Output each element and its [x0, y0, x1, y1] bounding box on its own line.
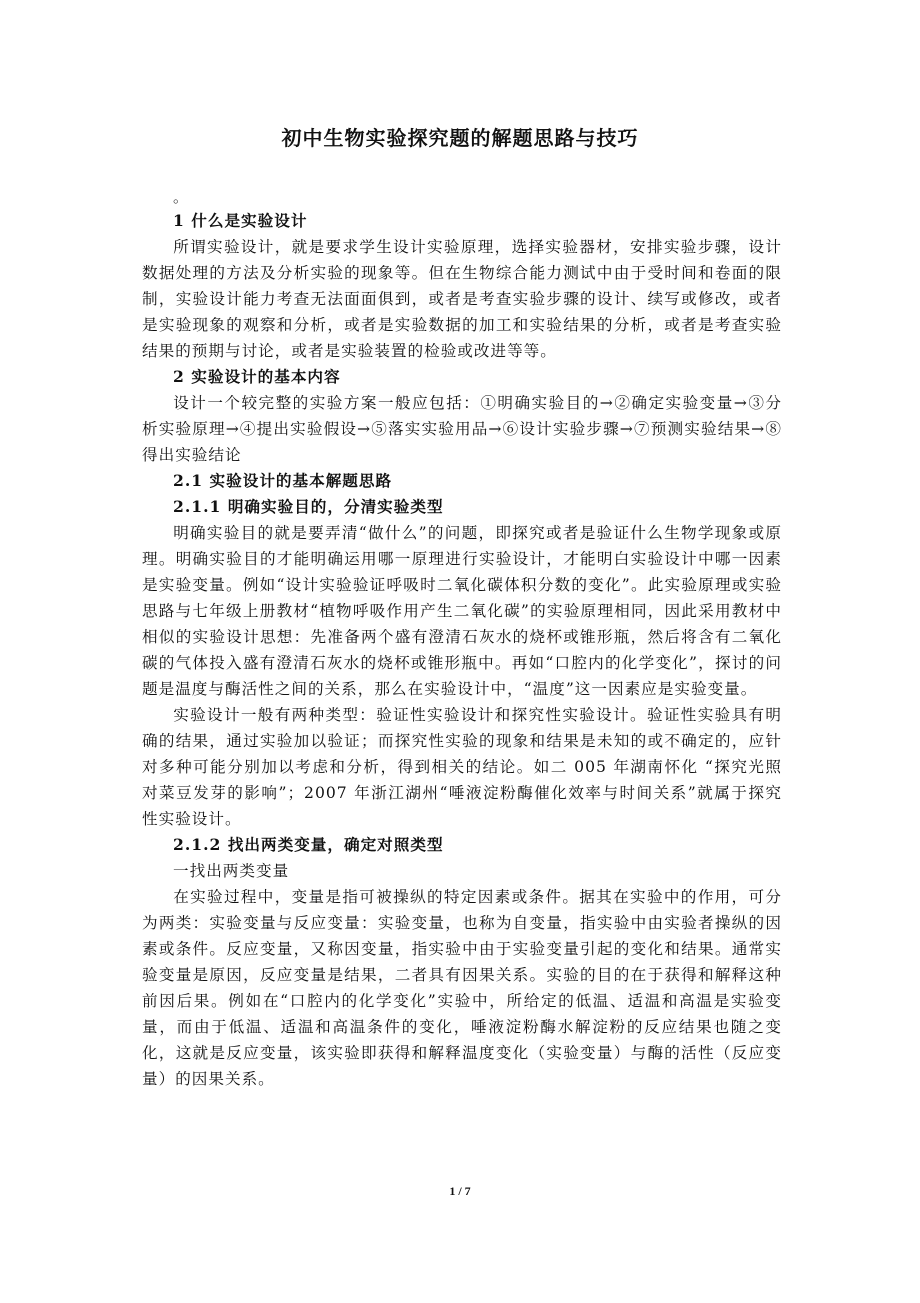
- page-number: 1 / 7: [449, 1184, 471, 1198]
- section-2-heading: 2 实验设计的基本内容: [173, 367, 341, 386]
- section-1-paragraph: 所谓实验设计，就是要求学生设计实验原理，选择实验器材，安排实验步骤，设计数据处理的方法及分析实验的现象等。但在生物综合能力测试中由于受时间和卷面的限制，实验设计能力考查无法面面俱到，或者是考查实验步骤的设计、续写或修改，或者是实验现象的观察和分析，或者是实验数据的加工和实验结果的分析，或者是考查实验结果的预期与讨论，或者是实验装置的检验或改进等等。: [142, 238, 782, 360]
- document-body: [142, 208, 782, 1092]
- section-2-1-2-heading: 2.1.2 找出两类变量，确定对照类型: [173, 835, 444, 854]
- section-2-paragraph: 设计一个较完整的实验方案一般应包括：①明确实验目的→②确定实验变量→③分析实验原理→④提出实验假设→⑤落实实验用品→⑥设计实验步骤→⑦预测实验结果→⑧得出实验结论: [142, 394, 782, 464]
- section-1-heading: 1 什么是实验设计: [173, 211, 308, 230]
- section-2-1-1-heading: 2.1.1 明确实验目的，分清实验类型: [173, 497, 444, 516]
- section-2-1-1-paragraph-1: 明确实验目的就是要弄清“做什么”的问题，即探究或者是验证什么生物学现象或原理。明确实验目的才能明确运用哪一原理进行实验设计，才能明白实验设计中哪一因素是实验变量。例如“设计实验验证呼吸时二氧化碳体积分数的变化”。此实验原理或实验思路与七年级上册教材“植物呼吸作用产生二氧化碳”的实验原理相同，因此采用教材中相似的实验设计思想：先准备两个盛有澄清石灰水的烧杯或锥形瓶，然后将含有二氧化碳的气体投入盛有澄清石灰水的烧杯或锥形瓶中。再如“口腔内的化学变化”，探讨的问题是温度与酶活性之间的关系，那么在实验设计中，“温度”这一因素应是实验变量。: [142, 524, 782, 698]
- stray-mark: 。: [173, 188, 189, 206]
- section-2-1-2-subheading: 一找出两类变量: [173, 862, 290, 880]
- section-2-1-1-paragraph-2: 实验设计一般有两种类型：验证性实验设计和探究性实验设计。验证性实验具有明确的结果，通过实验加以验证；而探究性实验的现象和结果是未知的或不确定的，应针对多种可能分别加以考虑和分析，得到相关的结论。如二 005 年湖南怀化 “探究光照对菜豆发芽的影响”；2007 年浙江湖州“唾液淀粉酶催化效率与时间关系”就属于探究性实验设计。: [142, 706, 782, 828]
- section-2-1-2-paragraph: 在实验过程中，变量是指可被操纵的特定因素或条件。据其在实验中的作用，可分为两类：实验变量与反应变量：实验变量，也称为自变量，指实验中由实验者操纵的因素或条件。反应变量，又称因变量，指实验中由于实验变量引起的变化和结果。通常实验变量是原因，反应变量是结果，二者具有因果关系。实验的目的在于获得和解释这种前因后果。例如在“口腔内的化学变化”实验中，所给定的低温、适温和高温是实验变量，而由于低温、适温和高温条件的变化，唾液淀粉酶水解淀粉的反应结果也随之变化，这就是反应变量，该实验即获得和解释温度变化（实验变量）与酶的活性（反应变量）的因果关系。: [142, 888, 782, 1088]
- document-title: 初中生物实验探究题的解题思路与技巧: [281, 126, 639, 150]
- section-2-1-heading: 2.1 实验设计的基本解题思路: [173, 471, 393, 490]
